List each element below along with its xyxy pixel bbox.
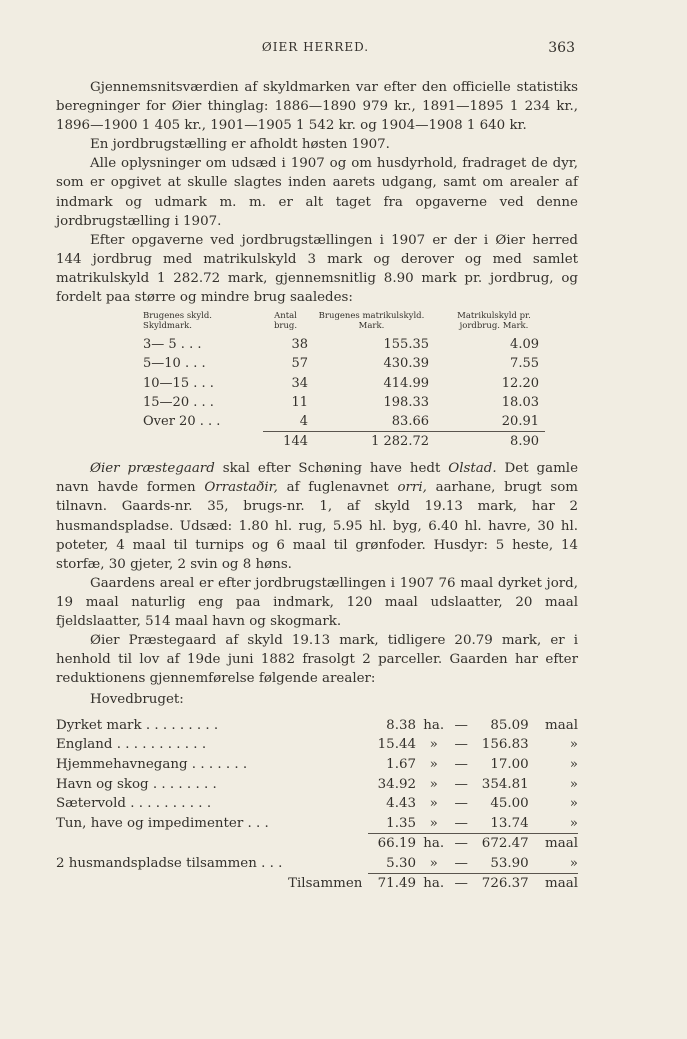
- cell-range: 10—15 . . .: [143, 375, 214, 391]
- cell-range: 5—10 . . .: [143, 356, 206, 372]
- area-name: Tun, have og impedimenter . . .: [56, 815, 269, 831]
- cell-count: 34: [291, 375, 308, 391]
- area-name: Hjemmehavnegang . . . . . . .: [56, 756, 248, 772]
- table-row: [143, 374, 545, 393]
- italic-orrastadir: Orrastaðir,: [204, 480, 278, 496]
- cell-avg: 18.03: [501, 394, 539, 410]
- table-row: England . . . . . . . . . . . 15.44 » — 156.83 »: [56, 735, 578, 755]
- table-row: Hjemmehavnegang . . . . . . . 1.67 » — 17.00 »: [56, 755, 578, 775]
- cell-range: Over 20 . . .: [143, 414, 221, 430]
- header-skyld: Brugenes skyld. Skyldmark.: [143, 311, 213, 332]
- header-avg-skyld: Matrikulskyld pr. jordbrug. Mark.: [457, 311, 531, 332]
- total-skyld: 1 282.72: [314, 432, 449, 452]
- page-number: 363: [548, 40, 575, 56]
- header-count: Antal brug.: [273, 311, 298, 332]
- cell-range: 3— 5 . . .: [143, 337, 202, 353]
- cell-range: 15—20 . . .: [143, 394, 214, 410]
- paragraph-farm-count: Efter opgaverne ved jordbrugstællingen i 1907 er der i Øier herred 144 jordbrug med matrikulskyld 3 mark og derover og med samlet matrikulskyld 1 282.72 mark, gjennemsnitlig 8.90 mark pr. jordbrug, og fordelt paa større og mindre brug saaledes:: [56, 232, 578, 306]
- cell-avg: 20.91: [501, 413, 539, 429]
- italic-orri: orri,: [397, 480, 427, 496]
- paragraph-census: En jordbrugstælling er afholdt høsten 1907.: [90, 137, 390, 153]
- table-row: [143, 412, 545, 432]
- subtotal-row: 66.19 ha. — 672.47 maal: [56, 834, 578, 854]
- cell-skyld: 155.35: [383, 337, 429, 353]
- cell-avg: 12.20: [501, 375, 539, 391]
- husmand-row: 2 husmandspladse tilsammen . . . 5.30 » — 53.90 »: [56, 854, 578, 874]
- farm-distribution-table: [143, 311, 545, 451]
- table-total-row: [143, 432, 545, 452]
- cell-avg: 4.09: [510, 337, 539, 353]
- area-name: Sætervold . . . . . . . . . .: [56, 796, 212, 812]
- body-text: [56, 78, 578, 894]
- area-name: 2 husmandspladse tilsammen . . .: [56, 856, 283, 872]
- page-header: [56, 40, 575, 60]
- paragraph-hovedbruget: Hovedbruget:: [90, 692, 184, 708]
- table-row: Tun, have og impedimenter . . . 1.35 » — 13.74 »: [56, 813, 578, 833]
- area-name: Dyrket mark . . . . . . . . .: [56, 717, 219, 733]
- table-header-row: [143, 311, 545, 335]
- total-avg: 8.90: [449, 432, 545, 452]
- paragraph-data-sources: Alle oplysninger om udsæd i 1907 og om husdyrhold, fradraget de dyr, som er opgivet at skulle slagtes inden aarets udgang, samt om arealer af indmark og udmark m. m. er alt taget fra opgaverne ved denne jordbrugstælling i 1907.: [56, 156, 578, 229]
- area-name: Havn og skog . . . . . . . .: [56, 776, 217, 792]
- table-row: [143, 393, 545, 412]
- table-row: Dyrket mark . . . . . . . . . 8.38 ha. — 85.09 maal: [56, 715, 578, 735]
- cell-skyld: 198.33: [383, 394, 429, 410]
- cell-count: 57: [291, 356, 308, 372]
- running-title: ØIER HERRED.: [261, 40, 370, 54]
- table-row: [143, 335, 545, 354]
- cell-skyld: 83.66: [391, 413, 429, 429]
- paragraph-praestegaard: Øier præstegaard skal efter Schøning have hedt Olstad. Det gamle navn havde formen Orrastaðir, af fuglenavnet orri, aarhane, brugt som tilnavn. Gaards-nr. 35, brugs-nr. 1, af skyld 19.13 mark, har 2 husmandspladse. Udsæd: 1.80 hl. rug, 5.95 hl. byg, 6.40 hl. havre, 30 hl. poteter, 4 maal til turnips og 6 maal til grønfoder. Husdyr: 5 heste, 14 storfæ, 30 gjeter, 2 svin og 8 høns.: [56, 461, 579, 572]
- cell-count: 11: [291, 394, 308, 410]
- area-name: England . . . . . . . . . . .: [56, 737, 207, 753]
- area-name: Tilsammen: [288, 876, 363, 892]
- cell-skyld: 430.39: [383, 356, 429, 372]
- cell-count: 4: [299, 413, 308, 429]
- area-table: [56, 715, 578, 893]
- italic-olstad: Olstad.: [448, 461, 497, 477]
- table-row: Sætervold . . . . . . . . . . 4.43 » — 45.00 »: [56, 794, 578, 814]
- cell-skyld: 414.99: [383, 375, 429, 391]
- header-total-skyld: Brugenes matrikulskyld. Mark.: [318, 311, 425, 332]
- total-count: 144: [263, 432, 314, 452]
- cell-avg: 7.55: [510, 356, 539, 372]
- cell-count: 38: [291, 337, 308, 353]
- paragraph-areal: Gaardens areal er efter jordbrugstællingen i 1907 76 maal dyrket jord, 19 maal naturlig eng paa indmark, 120 maal udslaatter, 20 maal fjeldslaatter, 514 maal havn og skogmark.: [56, 575, 578, 629]
- italic-name: Øier præstegaard: [90, 461, 215, 477]
- paragraph-value-stats: Gjennemsnitsværdien af skyldmarken var efter den officielle statistiks beregninger for Øier thinglag: 1886—1890 979 kr., 1891—1895 1 234 kr., 1896—1900 1 405 kr., 1901—1905 1 542 kr. og 1904—1908 1 640 kr.: [56, 80, 578, 134]
- table-row: Havn og skog . . . . . . . . 34.92 » — 354.81 »: [56, 774, 578, 794]
- paragraph-sold-parcels: Øier Præstegaard af skyld 19.13 mark, tidligere 20.79 mark, er i henhold til lov af 19de juni 1882 frasolgt 2 parceller. Gaarden har efter reduktionens gjennemførelse følgende arealer:: [56, 633, 578, 687]
- table-row: [143, 354, 545, 373]
- total-row: Tilsammen 71.49 ha. — 726.37 maal: [56, 874, 578, 894]
